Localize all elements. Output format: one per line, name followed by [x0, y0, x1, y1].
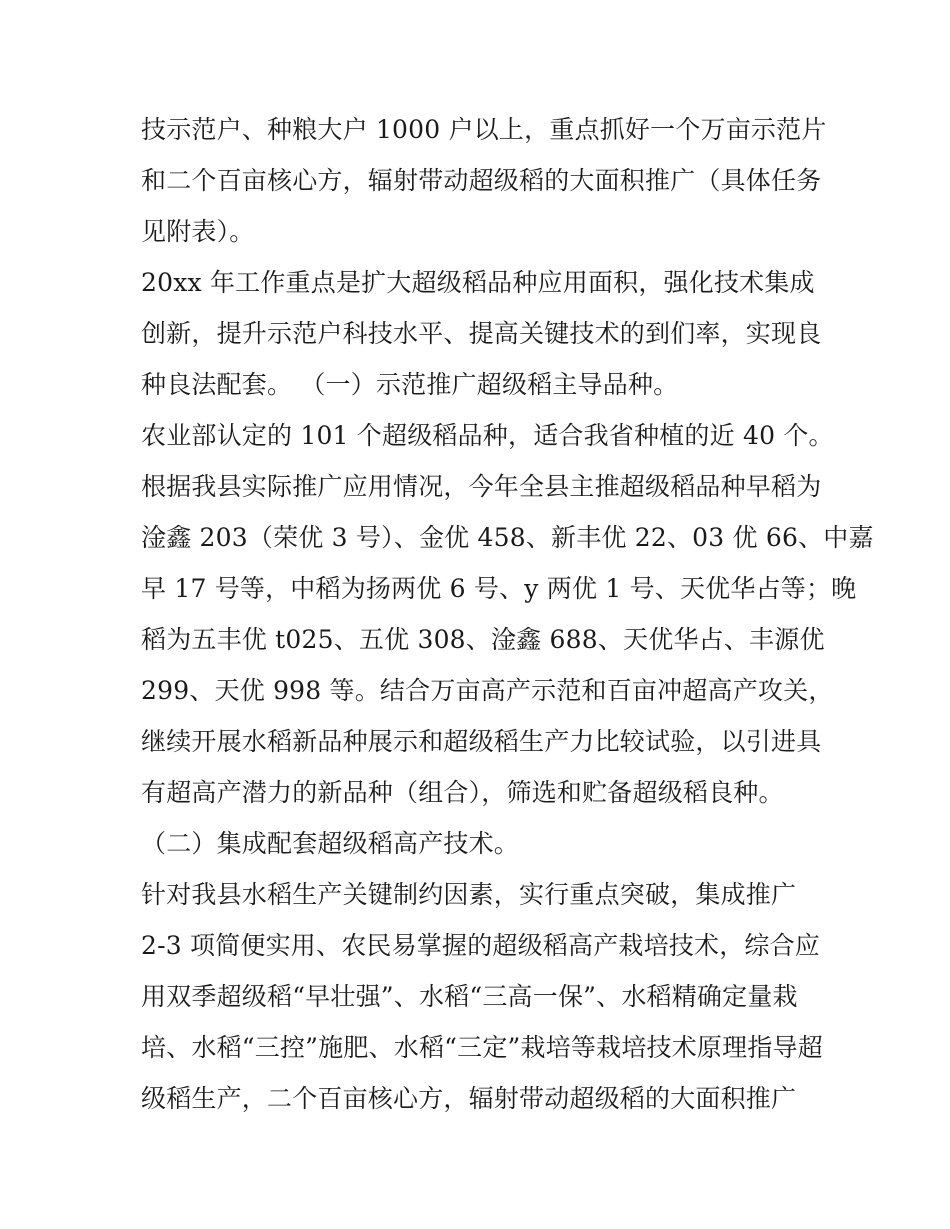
text-line: 创新，提升示范户科技水平、提高关键技术的到们率，实现良 — [141, 319, 822, 348]
text-line: 农业部认定的 101 个超级稻品种，适合我省种植的近 40 个。 — [141, 421, 834, 450]
text-line: 继续开展水稻新品种展示和超级稻生产力比较试验，以引进具 — [141, 727, 822, 756]
text-line: 早 17 号等，中稻为扬两优 6 号、y 两优 1 号、天优华占等；晚 — [141, 574, 857, 603]
text-line: 稻为五丰优 t025、五优 308、淦鑫 688、天优华占、丰源优 — [141, 625, 825, 654]
body-text — [141, 104, 874, 1124]
text-line: 2-3 项简便实用、农民易掌握的超级稻高产栽培技术，综合应 — [141, 931, 821, 960]
text-line: 有超高产潜力的新品种（组合），筛选和贮备超级稻良种。 — [141, 778, 784, 807]
text-line: 20xx 年工作重点是扩大超级稻品种应用面积，强化技术集成 — [141, 268, 815, 297]
text-line: 种良法配套。 （一）示范推广超级稻主导品种。 — [141, 370, 679, 399]
text-line: 针对我县水稻生产关键制约因素，实行重点突破，集成推广 — [141, 880, 797, 909]
text-line: 和二个百亩核心方，辐射带动超级稻的大面积推广（具体任务 — [141, 166, 822, 195]
text-line: 根据我县实际推广应用情况，今年全县主推超级稻品种早稻为 — [141, 472, 822, 501]
text-line: 培、水稻“三控”施肥、水稻“三定”栽培等栽培技术原理指导超 — [141, 1033, 823, 1062]
text-line: 技示范户、种粮大户 1000 户以上，重点抓好一个万亩示范片 — [141, 115, 827, 144]
text-line: 用双季超级稻“早壮强”、水稻“三高一保”、水稻精确定量栽 — [141, 982, 798, 1011]
text-line: 299、天优 998 等。结合万亩高产示范和百亩冲超高产攻关， — [141, 676, 834, 705]
text-line: 见附表）。 — [141, 217, 255, 246]
text-line: 级稻生产，二个百亩核心方，辐射带动超级稻的大面积推广 — [141, 1084, 797, 1113]
text-line: 淦鑫 203（荣优 3 号）、金优 458、新丰优 22、03 优 66、中嘉 — [141, 523, 874, 552]
text-line: （二）集成配套超级稻高产技术。 — [141, 829, 520, 858]
